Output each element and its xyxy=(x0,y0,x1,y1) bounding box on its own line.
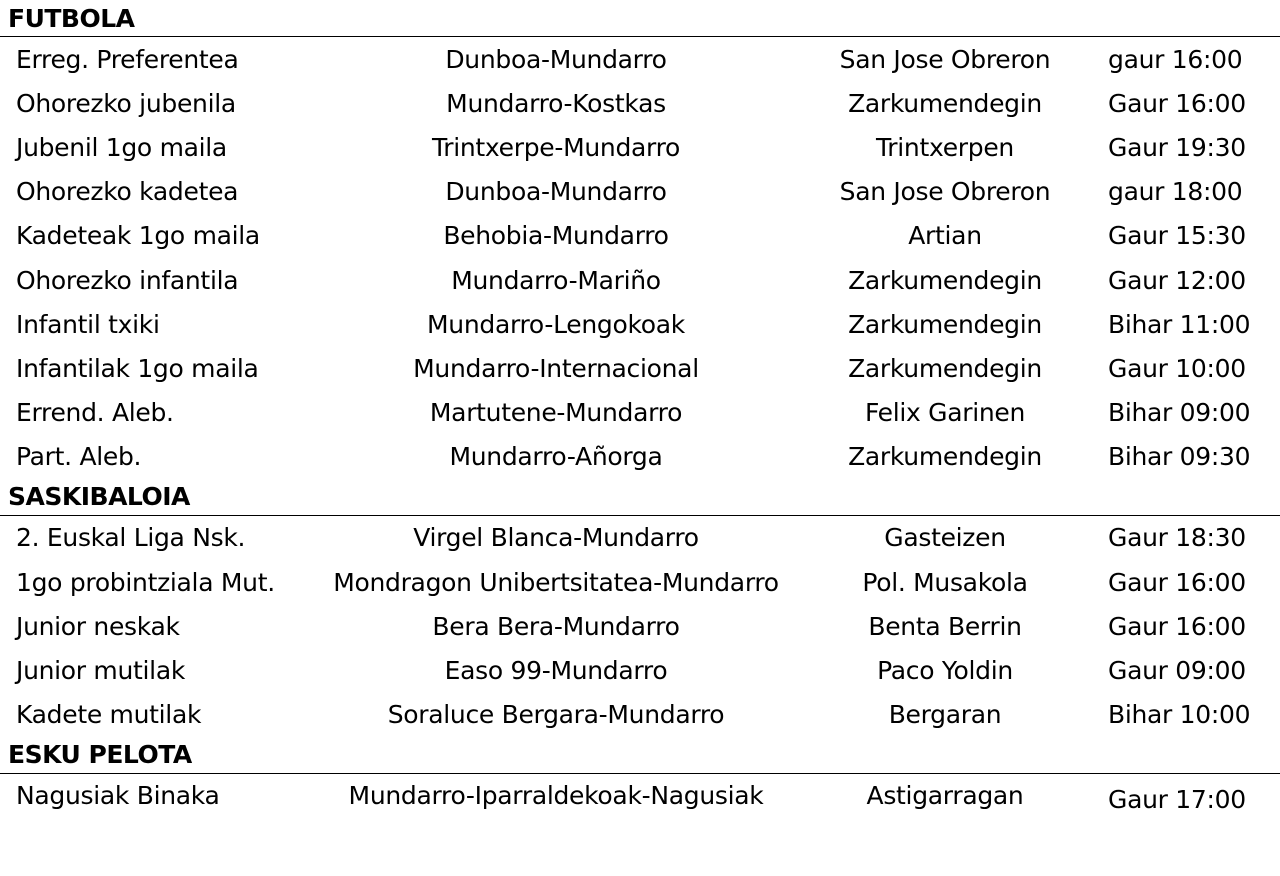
table-row xyxy=(0,604,1280,648)
time-cell: Gaur 18:30 xyxy=(1108,523,1246,553)
venue-cell: Zarkumendegin xyxy=(848,353,1042,383)
time-cell: Gaur 19:30 xyxy=(1108,132,1246,162)
match-cell: Soraluce Bergara-Mundarro xyxy=(387,700,725,730)
section-title: FUTBOLA xyxy=(8,3,135,33)
venue-cell: Zarkumendegin xyxy=(848,442,1042,472)
time-cell: gaur 16:00 xyxy=(1108,44,1243,74)
section-esku-pelota xyxy=(0,737,1280,818)
table-row xyxy=(0,170,1280,214)
venue-cell: Felix Garinen xyxy=(864,398,1026,428)
venue-cell: Bergaran xyxy=(888,700,1002,730)
table-row xyxy=(0,346,1280,390)
time-cell: Gaur 16:00 xyxy=(1108,611,1246,641)
time-cell: Gaur 17:00 xyxy=(1108,785,1246,815)
table-row xyxy=(0,435,1280,479)
match-cell: Bera Bera-Mundarro xyxy=(432,611,680,641)
match-cell: Behobia-Mundarro xyxy=(443,221,669,251)
venue-cell: Artian xyxy=(908,221,982,251)
category-cell: 2. Euskal Liga Nsk. xyxy=(16,523,246,553)
match-cell: Mondragon Unibertsitatea-Mundarro xyxy=(333,567,779,597)
time-cell: Gaur 15:30 xyxy=(1108,221,1246,251)
match-cell: Trintxerpe-Mundarro xyxy=(431,132,681,162)
table-row xyxy=(0,391,1280,435)
venue-cell: Pol. Musakola xyxy=(862,567,1028,597)
table-row xyxy=(0,81,1280,125)
category-cell: Junior mutilak xyxy=(16,656,186,686)
category-cell: 1go probintziala Mut. xyxy=(16,567,275,597)
section-title: ESKU PELOTA xyxy=(8,740,192,770)
match-cell: Mundarro-Lengokoak xyxy=(427,309,685,339)
category-cell: Ohorezko jubenila xyxy=(16,88,236,118)
venue-cell: San Jose Obreron xyxy=(839,44,1051,74)
venue-cell: Trintxerpen xyxy=(876,132,1014,162)
category-cell: Errend. Aleb. xyxy=(16,398,174,428)
category-cell: Part. Aleb. xyxy=(16,442,142,472)
table-row xyxy=(0,560,1280,604)
venue-cell: Gasteizen xyxy=(884,523,1006,553)
time-cell: Bihar 09:30 xyxy=(1108,442,1251,472)
table-row xyxy=(0,516,1280,560)
venue-cell: Paco Yoldin xyxy=(877,656,1013,686)
category-cell: Kadeteak 1go maila xyxy=(16,221,260,251)
venue-cell: Zarkumendegin xyxy=(848,265,1042,295)
match-cell: Mundarro-Iparraldekoak-Nagusiak xyxy=(348,781,764,811)
time-cell: Bihar 09:00 xyxy=(1108,398,1251,428)
table-row xyxy=(0,648,1280,692)
time-cell: Gaur 12:00 xyxy=(1108,265,1246,295)
section-header xyxy=(0,479,1280,516)
time-cell: Gaur 10:00 xyxy=(1108,353,1246,383)
category-cell: Jubenil 1go maila xyxy=(16,132,227,162)
table-row xyxy=(0,693,1280,737)
category-cell: Junior neskak xyxy=(16,611,180,641)
match-cell: Mundarro-Internacional xyxy=(413,353,699,383)
section-header xyxy=(0,737,1280,774)
category-cell: Ohorezko infantila xyxy=(16,265,239,295)
venue-cell: Zarkumendegin xyxy=(848,88,1042,118)
match-cell: Easo 99-Mundarro xyxy=(444,656,668,686)
match-cell: Mundarro-Añorga xyxy=(449,442,663,472)
match-cell: Martutene-Mundarro xyxy=(429,398,683,428)
match-cell: Virgel Blanca-Mundarro xyxy=(413,523,699,553)
category-cell: Erreg. Preferentea xyxy=(16,44,239,74)
section-title: SASKIBALOIA xyxy=(8,482,190,512)
time-cell: gaur 18:00 xyxy=(1108,177,1243,207)
match-cell: Mundarro-Mariño xyxy=(451,265,661,295)
category-cell: Nagusiak Binaka xyxy=(16,781,220,811)
time-cell: Bihar 11:00 xyxy=(1108,309,1251,339)
category-cell: Infantilak 1go maila xyxy=(16,353,259,383)
category-cell: Kadete mutilak xyxy=(16,700,202,730)
match-cell: Dunboa-Mundarro xyxy=(445,44,667,74)
section-header xyxy=(0,0,1280,37)
table-row xyxy=(0,214,1280,258)
venue-cell: Astigarragan xyxy=(866,781,1024,811)
time-cell: Gaur 09:00 xyxy=(1108,656,1246,686)
category-cell: Infantil txiki xyxy=(16,309,160,339)
table-row xyxy=(0,258,1280,302)
time-cell: Gaur 16:00 xyxy=(1108,88,1246,118)
category-cell: Ohorezko kadetea xyxy=(16,177,239,207)
table-row xyxy=(0,774,1280,818)
match-cell: Mundarro-Kostkas xyxy=(446,88,666,118)
table-row xyxy=(0,125,1280,169)
table-row xyxy=(0,37,1280,81)
match-cell: Dunboa-Mundarro xyxy=(445,177,667,207)
table-row xyxy=(0,302,1280,346)
time-cell: Bihar 10:00 xyxy=(1108,700,1251,730)
venue-cell: Benta Berrin xyxy=(868,611,1022,641)
venue-cell: San Jose Obreron xyxy=(839,177,1051,207)
section-saskibaloia xyxy=(0,479,1280,737)
venue-cell: Zarkumendegin xyxy=(848,309,1042,339)
time-cell: Gaur 16:00 xyxy=(1108,567,1246,597)
